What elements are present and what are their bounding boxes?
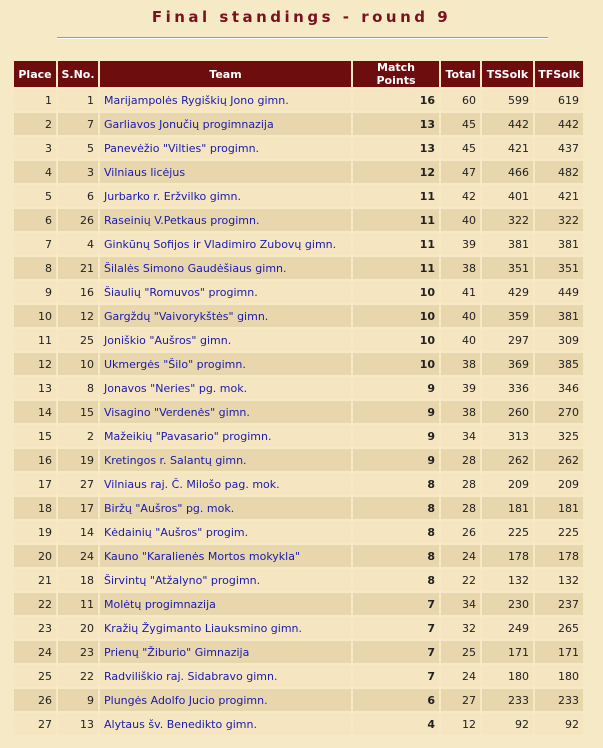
place-cell: 16 bbox=[14, 449, 56, 471]
tfsolk-cell: 132 bbox=[535, 569, 583, 591]
sno-cell: 25 bbox=[58, 329, 98, 351]
place-cell: 10 bbox=[14, 305, 56, 327]
total-cell: 28 bbox=[441, 449, 480, 471]
tfsolk-cell: 346 bbox=[535, 377, 583, 399]
team-name-link[interactable]: Vilniaus raj. Č. Milošo pag. mok. bbox=[100, 473, 351, 495]
tssolk-cell: 209 bbox=[482, 473, 533, 495]
table-row bbox=[14, 209, 583, 231]
tfsolk-cell: 233 bbox=[535, 689, 583, 711]
match-points-cell: 10 bbox=[353, 353, 439, 375]
tssolk-cell: 171 bbox=[482, 641, 533, 663]
match-points-cell: 13 bbox=[353, 137, 439, 159]
total-cell: 45 bbox=[441, 113, 480, 135]
match-points-cell: 8 bbox=[353, 497, 439, 519]
tssolk-cell: 180 bbox=[482, 665, 533, 687]
column-header-match-points[interactable]: Match Points bbox=[353, 61, 439, 87]
tfsolk-cell: 171 bbox=[535, 641, 583, 663]
sno-cell: 6 bbox=[58, 185, 98, 207]
tssolk-cell: 401 bbox=[482, 185, 533, 207]
place-cell: 1 bbox=[14, 89, 56, 111]
team-name-link[interactable]: Vilniaus licėjus bbox=[100, 161, 351, 183]
tssolk-cell: 178 bbox=[482, 545, 533, 567]
match-points-cell: 10 bbox=[353, 281, 439, 303]
tssolk-cell: 351 bbox=[482, 257, 533, 279]
page-title: Final standings - round 9 bbox=[151, 8, 452, 26]
team-name-link[interactable]: Širvintų "Atžalyno" progimn. bbox=[100, 569, 351, 591]
total-cell: 28 bbox=[441, 473, 480, 495]
tfsolk-cell: 309 bbox=[535, 329, 583, 351]
tfsolk-cell: 381 bbox=[535, 233, 583, 255]
table-row bbox=[14, 641, 583, 663]
tfsolk-cell: 92 bbox=[535, 713, 583, 735]
match-points-cell: 7 bbox=[353, 665, 439, 687]
team-name-link[interactable]: Kauno "Karalienės Mortos mokykla" bbox=[100, 545, 351, 567]
tssolk-cell: 181 bbox=[482, 497, 533, 519]
tssolk-cell: 322 bbox=[482, 209, 533, 231]
table-row bbox=[14, 689, 583, 711]
total-cell: 38 bbox=[441, 353, 480, 375]
match-points-cell: 9 bbox=[353, 401, 439, 423]
tfsolk-cell: 325 bbox=[535, 425, 583, 447]
sno-cell: 17 bbox=[58, 497, 98, 519]
total-cell: 40 bbox=[441, 209, 480, 231]
total-cell: 25 bbox=[441, 641, 480, 663]
place-cell: 22 bbox=[14, 593, 56, 615]
tssolk-cell: 421 bbox=[482, 137, 533, 159]
total-cell: 40 bbox=[441, 305, 480, 327]
sno-cell: 12 bbox=[58, 305, 98, 327]
tssolk-cell: 429 bbox=[482, 281, 533, 303]
place-cell: 12 bbox=[14, 353, 56, 375]
table-row bbox=[14, 233, 583, 255]
team-name-link[interactable]: Jonavos "Neries" pg. mok. bbox=[100, 377, 351, 399]
tssolk-cell: 336 bbox=[482, 377, 533, 399]
tfsolk-cell: 385 bbox=[535, 353, 583, 375]
match-points-cell: 9 bbox=[353, 425, 439, 447]
column-header-team[interactable]: Team bbox=[100, 61, 351, 87]
place-cell: 18 bbox=[14, 497, 56, 519]
table-row bbox=[14, 113, 583, 135]
sno-cell: 3 bbox=[58, 161, 98, 183]
place-cell: 8 bbox=[14, 257, 56, 279]
team-name-link[interactable]: Kražių Žygimanto Liauksmino gimn. bbox=[100, 617, 351, 639]
match-points-cell: 8 bbox=[353, 545, 439, 567]
place-cell: 14 bbox=[14, 401, 56, 423]
sno-cell: 9 bbox=[58, 689, 98, 711]
tssolk-cell: 297 bbox=[482, 329, 533, 351]
team-name-link[interactable]: Šiaulių "Romuvos" progimn. bbox=[100, 281, 351, 303]
table-row bbox=[14, 305, 583, 327]
team-name-link[interactable]: Ukmergės "Šilo" progimn. bbox=[100, 353, 351, 375]
team-name-link[interactable]: Biržų "Aušros" pg. mok. bbox=[100, 497, 351, 519]
tfsolk-cell: 178 bbox=[535, 545, 583, 567]
match-points-cell: 16 bbox=[353, 89, 439, 111]
sno-cell: 24 bbox=[58, 545, 98, 567]
tssolk-cell: 225 bbox=[482, 521, 533, 543]
place-cell: 9 bbox=[14, 281, 56, 303]
team-name-link[interactable]: Prienų "Žiburio" Gimnazija bbox=[100, 641, 351, 663]
tfsolk-cell: 449 bbox=[535, 281, 583, 303]
team-name-link[interactable]: Raseinių V.Petkaus progimn. bbox=[100, 209, 351, 231]
table-row bbox=[14, 281, 583, 303]
total-cell: 24 bbox=[441, 665, 480, 687]
place-cell: 5 bbox=[14, 185, 56, 207]
team-name-link[interactable]: Kretingos r. Salantų gimn. bbox=[100, 449, 351, 471]
table-row bbox=[14, 497, 583, 519]
sno-cell: 13 bbox=[58, 713, 98, 735]
table-row bbox=[14, 257, 583, 279]
sno-cell: 16 bbox=[58, 281, 98, 303]
sno-cell: 18 bbox=[58, 569, 98, 591]
sno-cell: 19 bbox=[58, 449, 98, 471]
column-header-sno[interactable]: S.No. bbox=[58, 61, 98, 87]
place-cell: 25 bbox=[14, 665, 56, 687]
table-row bbox=[14, 593, 583, 615]
place-cell: 6 bbox=[14, 209, 56, 231]
table-row bbox=[14, 329, 583, 351]
tssolk-cell: 369 bbox=[482, 353, 533, 375]
sno-cell: 26 bbox=[58, 209, 98, 231]
tssolk-cell: 230 bbox=[482, 593, 533, 615]
tssolk-cell: 262 bbox=[482, 449, 533, 471]
total-cell: 28 bbox=[441, 497, 480, 519]
place-cell: 11 bbox=[14, 329, 56, 351]
total-cell: 42 bbox=[441, 185, 480, 207]
tssolk-cell: 132 bbox=[482, 569, 533, 591]
team-name-link[interactable]: Jurbarko r. Eržvilko gimn. bbox=[100, 185, 351, 207]
team-name-link[interactable]: Panevėžio "Vilties" progimn. bbox=[100, 137, 351, 159]
match-points-cell: 8 bbox=[353, 569, 439, 591]
table-row bbox=[14, 545, 583, 567]
match-points-cell: 9 bbox=[353, 377, 439, 399]
total-cell: 12 bbox=[441, 713, 480, 735]
team-name-link[interactable]: Gargždų "Vaivorykštės" gimn. bbox=[100, 305, 351, 327]
match-points-cell: 11 bbox=[353, 233, 439, 255]
total-cell: 45 bbox=[441, 137, 480, 159]
total-cell: 60 bbox=[441, 89, 480, 111]
tfsolk-cell: 262 bbox=[535, 449, 583, 471]
tfsolk-cell: 237 bbox=[535, 593, 583, 615]
table-row bbox=[14, 449, 583, 471]
match-points-cell: 8 bbox=[353, 521, 439, 543]
table-row bbox=[14, 377, 583, 399]
total-cell: 39 bbox=[441, 233, 480, 255]
title-divider bbox=[57, 37, 548, 39]
table-row bbox=[14, 521, 583, 543]
place-cell: 26 bbox=[14, 689, 56, 711]
table-row bbox=[14, 353, 583, 375]
table-row bbox=[14, 161, 583, 183]
place-cell: 21 bbox=[14, 569, 56, 591]
team-name-link[interactable]: Alytaus šv. Benedikto gimn. bbox=[100, 713, 351, 735]
team-name-link[interactable]: Joniškio "Aušros" gimn. bbox=[100, 329, 351, 351]
header-row bbox=[14, 61, 583, 87]
table-row bbox=[14, 185, 583, 207]
column-header-tssolk[interactable]: TSSolk bbox=[482, 61, 533, 87]
table-row bbox=[14, 665, 583, 687]
place-cell: 13 bbox=[14, 377, 56, 399]
team-name-link[interactable]: Visagino "Verdenės" gimn. bbox=[100, 401, 351, 423]
tssolk-cell: 466 bbox=[482, 161, 533, 183]
match-points-cell: 10 bbox=[353, 329, 439, 351]
sno-cell: 2 bbox=[58, 425, 98, 447]
tfsolk-cell: 351 bbox=[535, 257, 583, 279]
standings-table bbox=[12, 59, 585, 737]
sno-cell: 1 bbox=[58, 89, 98, 111]
place-cell: 7 bbox=[14, 233, 56, 255]
place-cell: 20 bbox=[14, 545, 56, 567]
sno-cell: 14 bbox=[58, 521, 98, 543]
sno-cell: 20 bbox=[58, 617, 98, 639]
match-points-cell: 7 bbox=[353, 593, 439, 615]
tfsolk-cell: 225 bbox=[535, 521, 583, 543]
match-points-cell: 11 bbox=[353, 209, 439, 231]
match-points-cell: 13 bbox=[353, 113, 439, 135]
match-points-cell: 7 bbox=[353, 617, 439, 639]
tfsolk-cell: 421 bbox=[535, 185, 583, 207]
tfsolk-cell: 209 bbox=[535, 473, 583, 495]
match-points-cell: 8 bbox=[353, 473, 439, 495]
sno-cell: 5 bbox=[58, 137, 98, 159]
sno-cell: 23 bbox=[58, 641, 98, 663]
sno-cell: 8 bbox=[58, 377, 98, 399]
tfsolk-cell: 482 bbox=[535, 161, 583, 183]
sno-cell: 4 bbox=[58, 233, 98, 255]
total-cell: 47 bbox=[441, 161, 480, 183]
place-cell: 2 bbox=[14, 113, 56, 135]
column-header-place[interactable]: Place bbox=[14, 61, 56, 87]
match-points-cell: 11 bbox=[353, 257, 439, 279]
tfsolk-cell: 322 bbox=[535, 209, 583, 231]
match-points-cell: 12 bbox=[353, 161, 439, 183]
total-cell: 38 bbox=[441, 257, 480, 279]
team-name-link[interactable]: Molėtų progimnazija bbox=[100, 593, 351, 615]
tfsolk-cell: 270 bbox=[535, 401, 583, 423]
tssolk-cell: 599 bbox=[482, 89, 533, 111]
table-row bbox=[14, 713, 583, 735]
tssolk-cell: 442 bbox=[482, 113, 533, 135]
table-row bbox=[14, 89, 583, 111]
total-cell: 39 bbox=[441, 377, 480, 399]
tssolk-cell: 249 bbox=[482, 617, 533, 639]
total-cell: 34 bbox=[441, 425, 480, 447]
total-cell: 40 bbox=[441, 329, 480, 351]
match-points-cell: 9 bbox=[353, 449, 439, 471]
tssolk-cell: 313 bbox=[482, 425, 533, 447]
tssolk-cell: 92 bbox=[482, 713, 533, 735]
tfsolk-cell: 381 bbox=[535, 305, 583, 327]
table-row bbox=[14, 425, 583, 447]
tfsolk-cell: 442 bbox=[535, 113, 583, 135]
total-cell: 41 bbox=[441, 281, 480, 303]
table-row bbox=[14, 473, 583, 495]
team-name-link[interactable]: Radviliškio raj. Sidabravo gimn. bbox=[100, 665, 351, 687]
place-cell: 3 bbox=[14, 137, 56, 159]
place-cell: 19 bbox=[14, 521, 56, 543]
tfsolk-cell: 181 bbox=[535, 497, 583, 519]
match-points-cell: 10 bbox=[353, 305, 439, 327]
team-name-link[interactable]: Mažeikių "Pavasario" progimn. bbox=[100, 425, 351, 447]
place-cell: 17 bbox=[14, 473, 56, 495]
match-points-cell: 4 bbox=[353, 713, 439, 735]
tssolk-cell: 381 bbox=[482, 233, 533, 255]
table-row bbox=[14, 617, 583, 639]
tssolk-cell: 359 bbox=[482, 305, 533, 327]
place-cell: 15 bbox=[14, 425, 56, 447]
total-cell: 26 bbox=[441, 521, 480, 543]
team-name-link[interactable]: Plungės Adolfo Jucio progimn. bbox=[100, 689, 351, 711]
tssolk-cell: 260 bbox=[482, 401, 533, 423]
match-points-cell: 11 bbox=[353, 185, 439, 207]
tssolk-cell: 233 bbox=[482, 689, 533, 711]
total-cell: 22 bbox=[441, 569, 480, 591]
place-cell: 23 bbox=[14, 617, 56, 639]
sno-cell: 7 bbox=[58, 113, 98, 135]
column-header-total[interactable]: Total bbox=[441, 61, 480, 87]
tfsolk-cell: 265 bbox=[535, 617, 583, 639]
sno-cell: 10 bbox=[58, 353, 98, 375]
column-header-tfsolk[interactable]: TFSolk bbox=[535, 61, 583, 87]
table-row bbox=[14, 569, 583, 591]
total-cell: 32 bbox=[441, 617, 480, 639]
table-row bbox=[14, 401, 583, 423]
team-name-link[interactable]: Ginkūnų Sofijos ir Vladimiro Zubovų gimn. bbox=[100, 233, 351, 255]
total-cell: 34 bbox=[441, 593, 480, 615]
team-name-link[interactable]: Šilalės Simono Gaudėšiaus gimn. bbox=[100, 257, 351, 279]
match-points-cell: 6 bbox=[353, 689, 439, 711]
total-cell: 27 bbox=[441, 689, 480, 711]
table-row bbox=[14, 137, 583, 159]
tfsolk-cell: 180 bbox=[535, 665, 583, 687]
tfsolk-cell: 437 bbox=[535, 137, 583, 159]
place-cell: 4 bbox=[14, 161, 56, 183]
team-name-link[interactable]: Garliavos Jonučių progimnazija bbox=[100, 113, 351, 135]
match-points-cell: 7 bbox=[353, 641, 439, 663]
tfsolk-cell: 619 bbox=[535, 89, 583, 111]
team-name-link[interactable]: Marijampolės Rygiškių Jono gimn. bbox=[100, 89, 351, 111]
sno-cell: 11 bbox=[58, 593, 98, 615]
team-name-link[interactable]: Kėdainių "Aušros" progim. bbox=[100, 521, 351, 543]
sno-cell: 15 bbox=[58, 401, 98, 423]
place-cell: 24 bbox=[14, 641, 56, 663]
sno-cell: 22 bbox=[58, 665, 98, 687]
total-cell: 38 bbox=[441, 401, 480, 423]
sno-cell: 21 bbox=[58, 257, 98, 279]
total-cell: 24 bbox=[441, 545, 480, 567]
sno-cell: 27 bbox=[58, 473, 98, 495]
place-cell: 27 bbox=[14, 713, 56, 735]
